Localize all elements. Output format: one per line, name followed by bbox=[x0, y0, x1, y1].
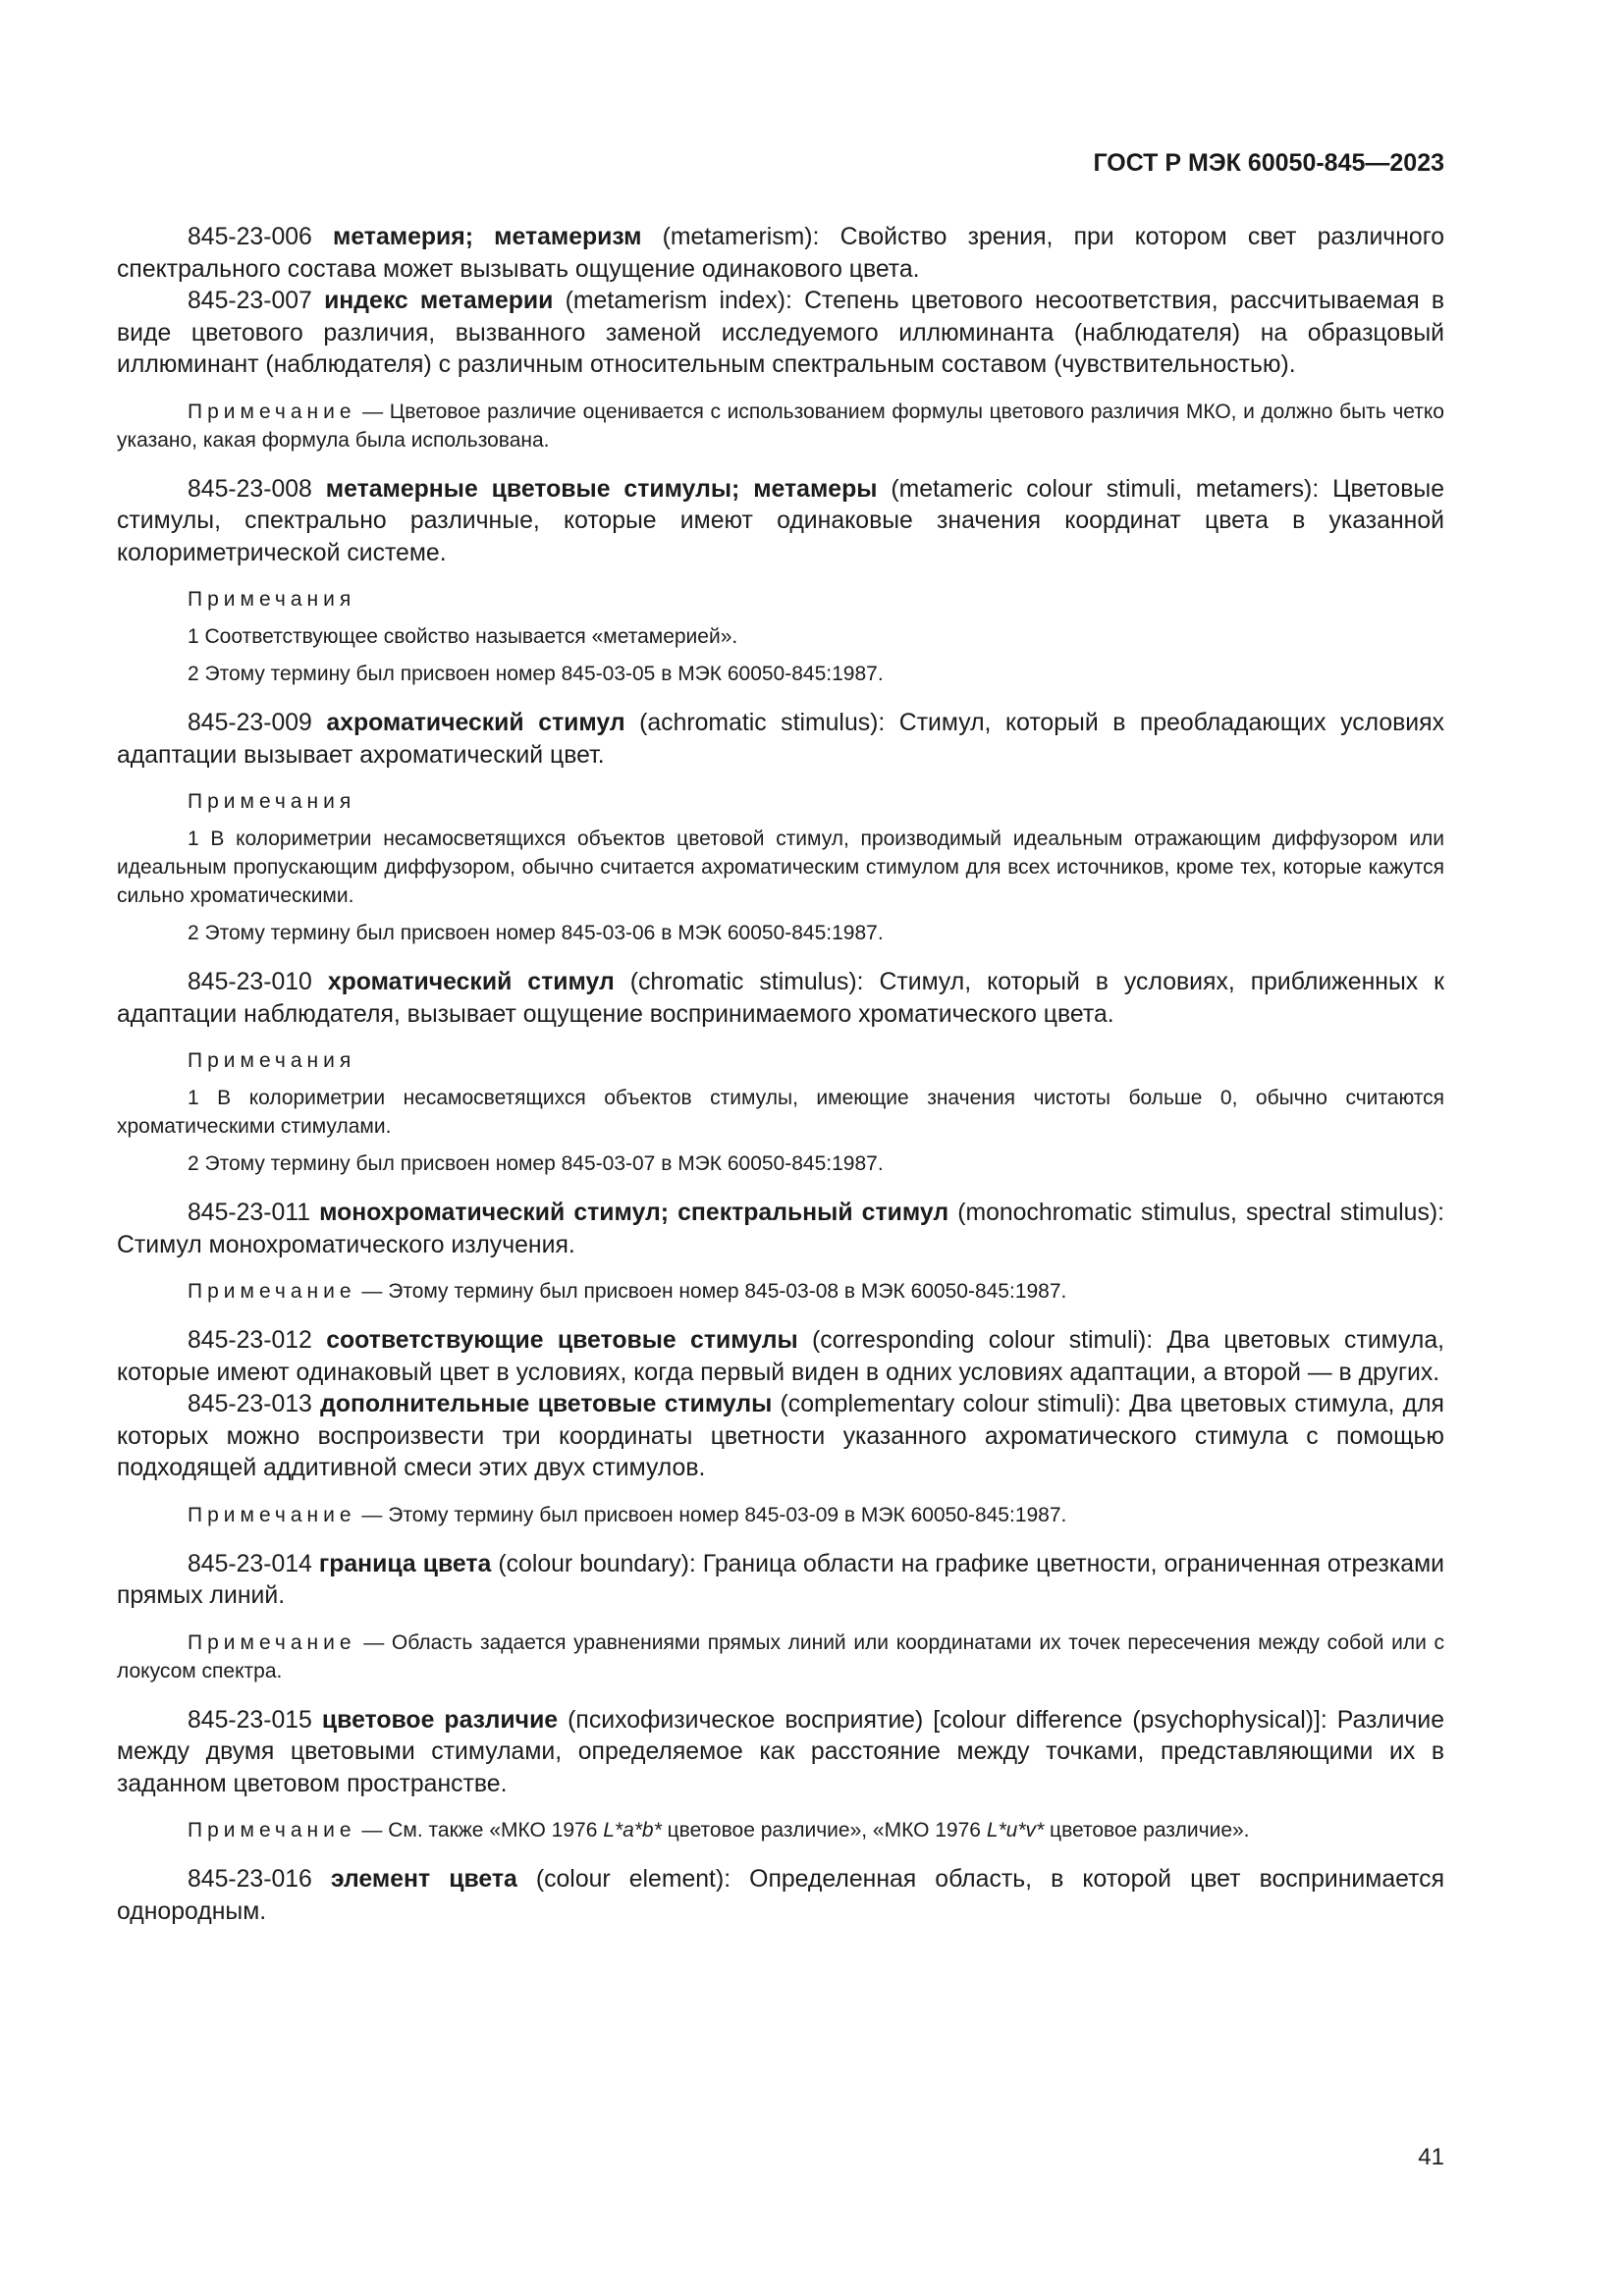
note-845-23-011: Примечание — Этому термину был присвоен номер 845-03-08 в МЭК 60050-845:1987. bbox=[188, 1280, 1067, 1303]
document-body bbox=[117, 222, 1444, 1928]
note-label: Примечание bbox=[188, 1630, 356, 1654]
notes-label: Примечания bbox=[188, 790, 356, 813]
entry-845-23-011: 845-23-011 монохроматический стимул; спектральный стимул (monochromatic stimulus, spectral stimulus): Стимул монохроматического излучения. bbox=[117, 1200, 1444, 1258]
entry-845-23-008: 845-23-008 метамерные цветовые стимулы; метамеры (metameric colour stimuli, metamers): Цветовые стимулы, спектрально различные, которые имеют одинаковые значения координат цвета в указанной колориметрической системе. bbox=[117, 475, 1445, 566]
term: соответствующие цветовые стимулы bbox=[326, 1327, 798, 1354]
note-845-23-007: Примечание — Цветовое различие оценивается с использованием формулы цветового различия МКО, и должно быть четко указано, какая формула была использована. bbox=[117, 400, 1444, 452]
note-item: 1 В колориметрии несамосветящихся объектов стимулы, имеющие значения чистоты больше 0, обычно считаются хроматическими стимулами. bbox=[117, 1087, 1444, 1138]
page-number: 41 bbox=[1418, 2144, 1444, 2170]
note-item: 2 Этому термину был присвоен номер 845-03-06 в МЭК 60050-845:1987. bbox=[188, 922, 884, 944]
term: индекс метамерии bbox=[324, 288, 554, 314]
note-845-23-015: Примечание — См. также «МКО 1976 L*a*b* цветовое различие», «МКО 1976 L*u*v* цветовое различие». bbox=[188, 1819, 1250, 1842]
note-item: 2 Этому термину был присвоен номер 845-03-05 в МЭК 60050-845:1987. bbox=[188, 663, 884, 685]
entry-845-23-012: 845-23-012 соответствующие цветовые стимулы (corresponding colour stimuli): Два цветовых стимула, которые имеют одинаковый цвет в условиях, когда первый виден в одних условиях адаптации, а второй — в других. bbox=[117, 1327, 1444, 1386]
entry-845-23-014: 845-23-014 граница цвета (colour boundary): Граница области на графике цветности, ограниченная отрезками прямых линий. bbox=[117, 1550, 1445, 1609]
note-item: 1 В колориметрии несамосветящихся объектов цветовой стимул, производимый идеальным отражающим диффузором или идеальным пропускающим диффузором, обычно считается ахроматическим стимулом для всех источников, кроме тех, которые кажутся сильно хроматическими. bbox=[117, 828, 1444, 907]
entry-845-23-009: 845-23-009 ахроматический стимул (achromatic stimulus): Стимул, который в преобладающих условиях адаптации вызывает ахроматический цвет. bbox=[117, 710, 1444, 769]
entry-845-23-010: 845-23-010 хроматический стимул (chromatic stimulus): Стимул, который в условиях, приближенных к адаптации наблюдателя, вызывает ощущение воспринимаемого хроматического цвета. bbox=[117, 969, 1444, 1028]
notes-label: Примечания bbox=[188, 588, 356, 611]
entry-845-23-016: 845-23-016 элемент цвета (colour element): Определенная область, в которой цвет воспринимается однородным. bbox=[117, 1866, 1444, 1925]
term: монохроматический стимул; спектральный стимул bbox=[319, 1200, 949, 1226]
notes-label: Примечания bbox=[188, 1049, 356, 1072]
note-item: 2 Этому термину был присвоен номер 845-03-07 в МЭК 60050-845:1987. bbox=[188, 1152, 884, 1175]
entry-845-23-006: 845-23-006 метамерия; метамеризм (metamerism): Свойство зрения, при котором свет различного спектрального состава может вызывать ощущение одинакового цвета. bbox=[117, 224, 1444, 283]
term: хроматический стимул bbox=[327, 969, 615, 995]
note-845-23-013: Примечание — Этому термину был присвоен номер 845-03-09 в МЭК 60050-845:1987. bbox=[188, 1503, 1067, 1526]
note-label: Примечание bbox=[188, 1503, 356, 1526]
note-item: 1 Соответствующее свойство называется «метамерией». bbox=[188, 625, 738, 648]
note-label: Примечание bbox=[188, 1280, 356, 1303]
entry-845-23-007: 845-23-007 индекс метамерии (metamerism index): Степень цветового несоответствия, рассчитываемая в виде цветового различия, вызванного заменой исследуемого иллюминанта (наблюдателя) на образцовый иллюминант (наблюдателя) с различным относительным спектральным составом (чувствительностью). bbox=[117, 288, 1445, 378]
note-label: Примечание bbox=[188, 400, 356, 423]
term: метамерия; метамеризм bbox=[333, 224, 642, 250]
note-label: Примечание bbox=[188, 1819, 356, 1842]
term: дополнительные цветовые стимулы bbox=[320, 1391, 773, 1417]
term: граница цвета bbox=[318, 1550, 492, 1577]
document-header: ГОСТ Р МЭК 60050-845—2023 bbox=[1093, 149, 1444, 177]
note-845-23-014: Примечание — Область задается уравнениями прямых линий или координатами их точек пересечения между собой или с локусом спектра. bbox=[117, 1630, 1444, 1682]
entry-845-23-013: 845-23-013 дополнительные цветовые стимулы (complementary colour stimuli): Два цветовых стимула, для которых можно воспроизвести три координаты цветности указанного ахроматического стимула с помощью подходящей аддитивной смеси этих двух стимулов. bbox=[117, 1391, 1444, 1481]
entry-845-23-015: 845-23-015 цветовое различие (психофизическое восприятие) [colour difference (psychophysical)]: Различие между двумя цветовыми стимулами, определяемое как расстояние между точками, представляющими их в заданном цветовом пространстве. bbox=[117, 1706, 1445, 1797]
term: ахроматический стимул bbox=[326, 710, 625, 736]
term: метамерные цветовые стимулы; метамеры bbox=[325, 475, 878, 503]
term: цветовое различие bbox=[321, 1706, 559, 1734]
term: элемент цвета bbox=[330, 1866, 517, 1893]
